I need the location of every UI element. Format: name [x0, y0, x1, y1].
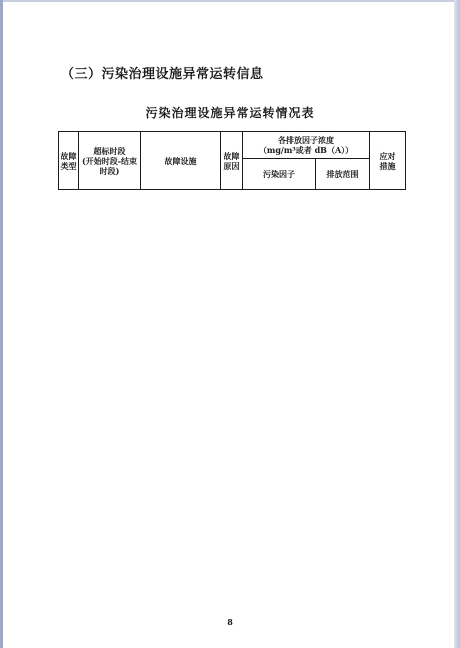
header-fault-type: 故障 类型 [59, 132, 79, 190]
header-emission-range: 排放范围 [316, 159, 370, 190]
page-left-edge [0, 0, 3, 648]
header-fault-reason: 故障 原因 [221, 132, 243, 190]
header-pollutant: 污染因子 [243, 159, 316, 190]
abnormal-operation-table [58, 131, 406, 190]
table-title: 污染治理设施异常运转情况表 [145, 106, 315, 120]
header-fault-facility: 故障设施 [141, 132, 221, 190]
page-right-edge [454, 0, 460, 648]
section-heading: （三）污染治理设施异常运转信息 [61, 67, 264, 82]
header-exceed-period: 超标时段 (开始时段-结束 时段) [79, 132, 141, 190]
header-concentration-group: 各排放因子浓度 （mg/m³或者 dB（A）） [243, 132, 370, 159]
page-top-edge [0, 0, 460, 2]
header-countermeasure: 应对 措施 [370, 132, 406, 190]
page-number: 8 [227, 617, 233, 627]
